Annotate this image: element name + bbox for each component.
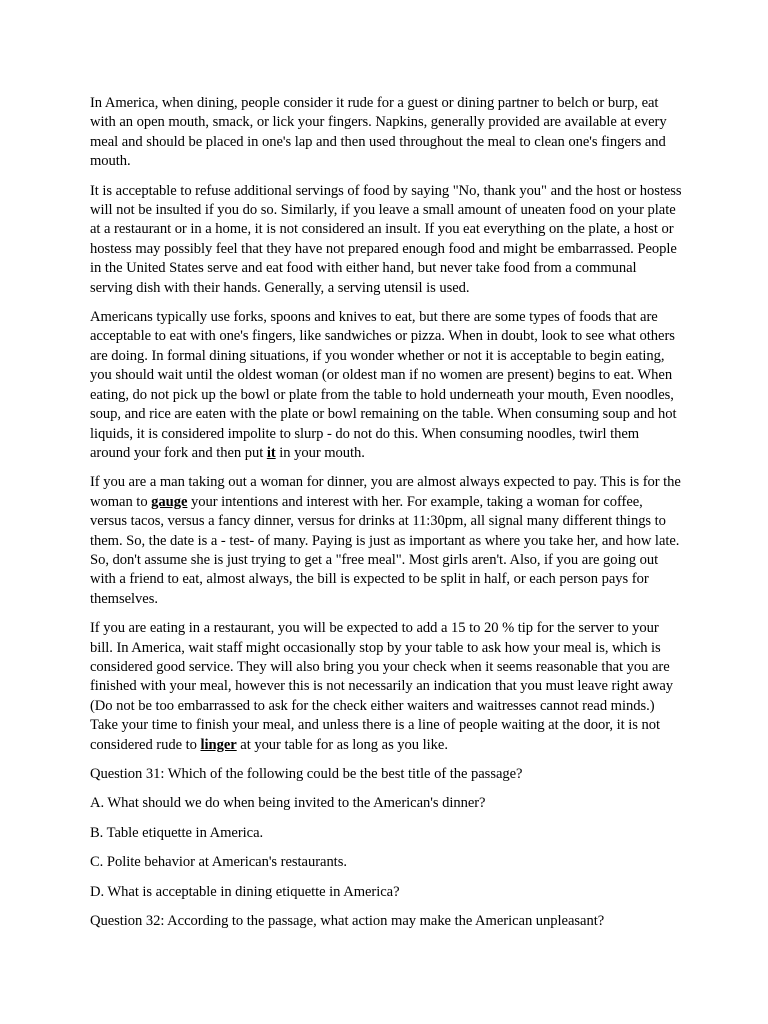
question-31-option-a: A. What should we do when being invited to the American's dinner? — [90, 795, 486, 812]
question-31-option-d: D. What is acceptable in dining etiquette in America? — [90, 883, 400, 900]
question-31: Question 31: Which of the following could be the best title of the passage? — [90, 766, 523, 782]
passage-paragraph-1: In America, when dining, people consider it rude for a guest or dining partner to belch or burp, eat with an open mouth, smack, or lick your fingers. Napkins, generally provided are available at every meal and should be placed in one's lap and then used throughout the meal to clean one's fingers and mouth. — [90, 95, 667, 170]
passage-paragraph-4 — [90, 473, 682, 609]
paragraph-4-text-start: If you are a man taking out a woman for dinner, you are almost always expected to pay. This is for the woman to — [90, 474, 681, 510]
question-32: Question 32: According to the passage, what action may make the American unpleasant? — [90, 913, 605, 930]
passage-paragraph-2: It is acceptable to refuse additional servings of food by saying "No, thank you" and the host or hostess will not be insulted if you do so. Similarly, if you leave a small amount of uneaten food on your plate at a restaurant or in a home, it is not considered an insult. If you eat everything on the plate, a host or hostess may possibly feel that they have not prepared enough food and might be embarrassed. People in the United States serve and eat food with either hand, but never take food from a communal serving dish with their hands. Generally, a serving utensil is used. — [90, 182, 682, 296]
question-31-option-b: B. Table etiquette in America. — [90, 824, 264, 841]
passage-paragraph-3 — [90, 308, 682, 463]
passage-paragraph-5 — [90, 619, 682, 755]
paragraph-3-text-start: Americans typically use forks, spoons and knives to eat, but there are some types of foods that are acceptable to eat with one's fingers, like sandwiches or pizza. When in doubt, look to see what others are doing. In formal dining situations, if you wonder whether or not it is acceptable to begin eating, you should wait until the oldest woman (or oldest man if no women are present) begins to eat. When eating, do not pick up the bowl or plate from the table to hold underneath your mouth, Even noodles, soup, and rice are eaten with the plate or bowl remaining on the table. When consuming soup and hot liquids, it is considered impolite to slurp - do not do this. When consuming noodles, twirl them around your fork and then put — [90, 309, 677, 461]
paragraph-5-text-start: If you are eating in a restaurant, you will be expected to add a 15 to 20 % tip for the server to your bill. In America, wait staff might occasionally stop by your table to ask how your meal is, which is considered good service. They will also bring you your check when it seems reasonable that you are finished with your meal, however this is not necessarily an indication that you must leave right away (Do not be too embarrassed to ask for the check either waiters and waitresses cannot read minds.) Take your time to finish your meal, and unless there is a line of people waiting at the door, it is not considered rude to — [90, 620, 674, 753]
keyword-it: it — [266, 444, 276, 461]
keyword-linger: linger — [200, 736, 237, 753]
keyword-gauge: gauge — [151, 493, 188, 510]
question-31-option-c: C. Polite behavior at American's restaurants. — [90, 854, 347, 871]
paragraph-5-text-end: at your table for as long as you like. — [236, 736, 448, 753]
document-page — [90, 94, 682, 941]
paragraph-3-text-end: in your mouth. — [275, 444, 365, 461]
paragraph-4-text-end: your intentions and interest with her. For example, taking a woman for coffee, versus tacos, versus a fancy dinner, versus for drinks at 11:30pm, all signal many different things to them. So, the date is a - test- of many. Paying is just as important as where you take her, and how late. So, don't assume she is just trying to get a "free meal". Most girls aren't. Also, if you are going out with a friend to eat, almost always, the bill is expected to be split in half, or each person pays for themselves. — [90, 493, 680, 607]
